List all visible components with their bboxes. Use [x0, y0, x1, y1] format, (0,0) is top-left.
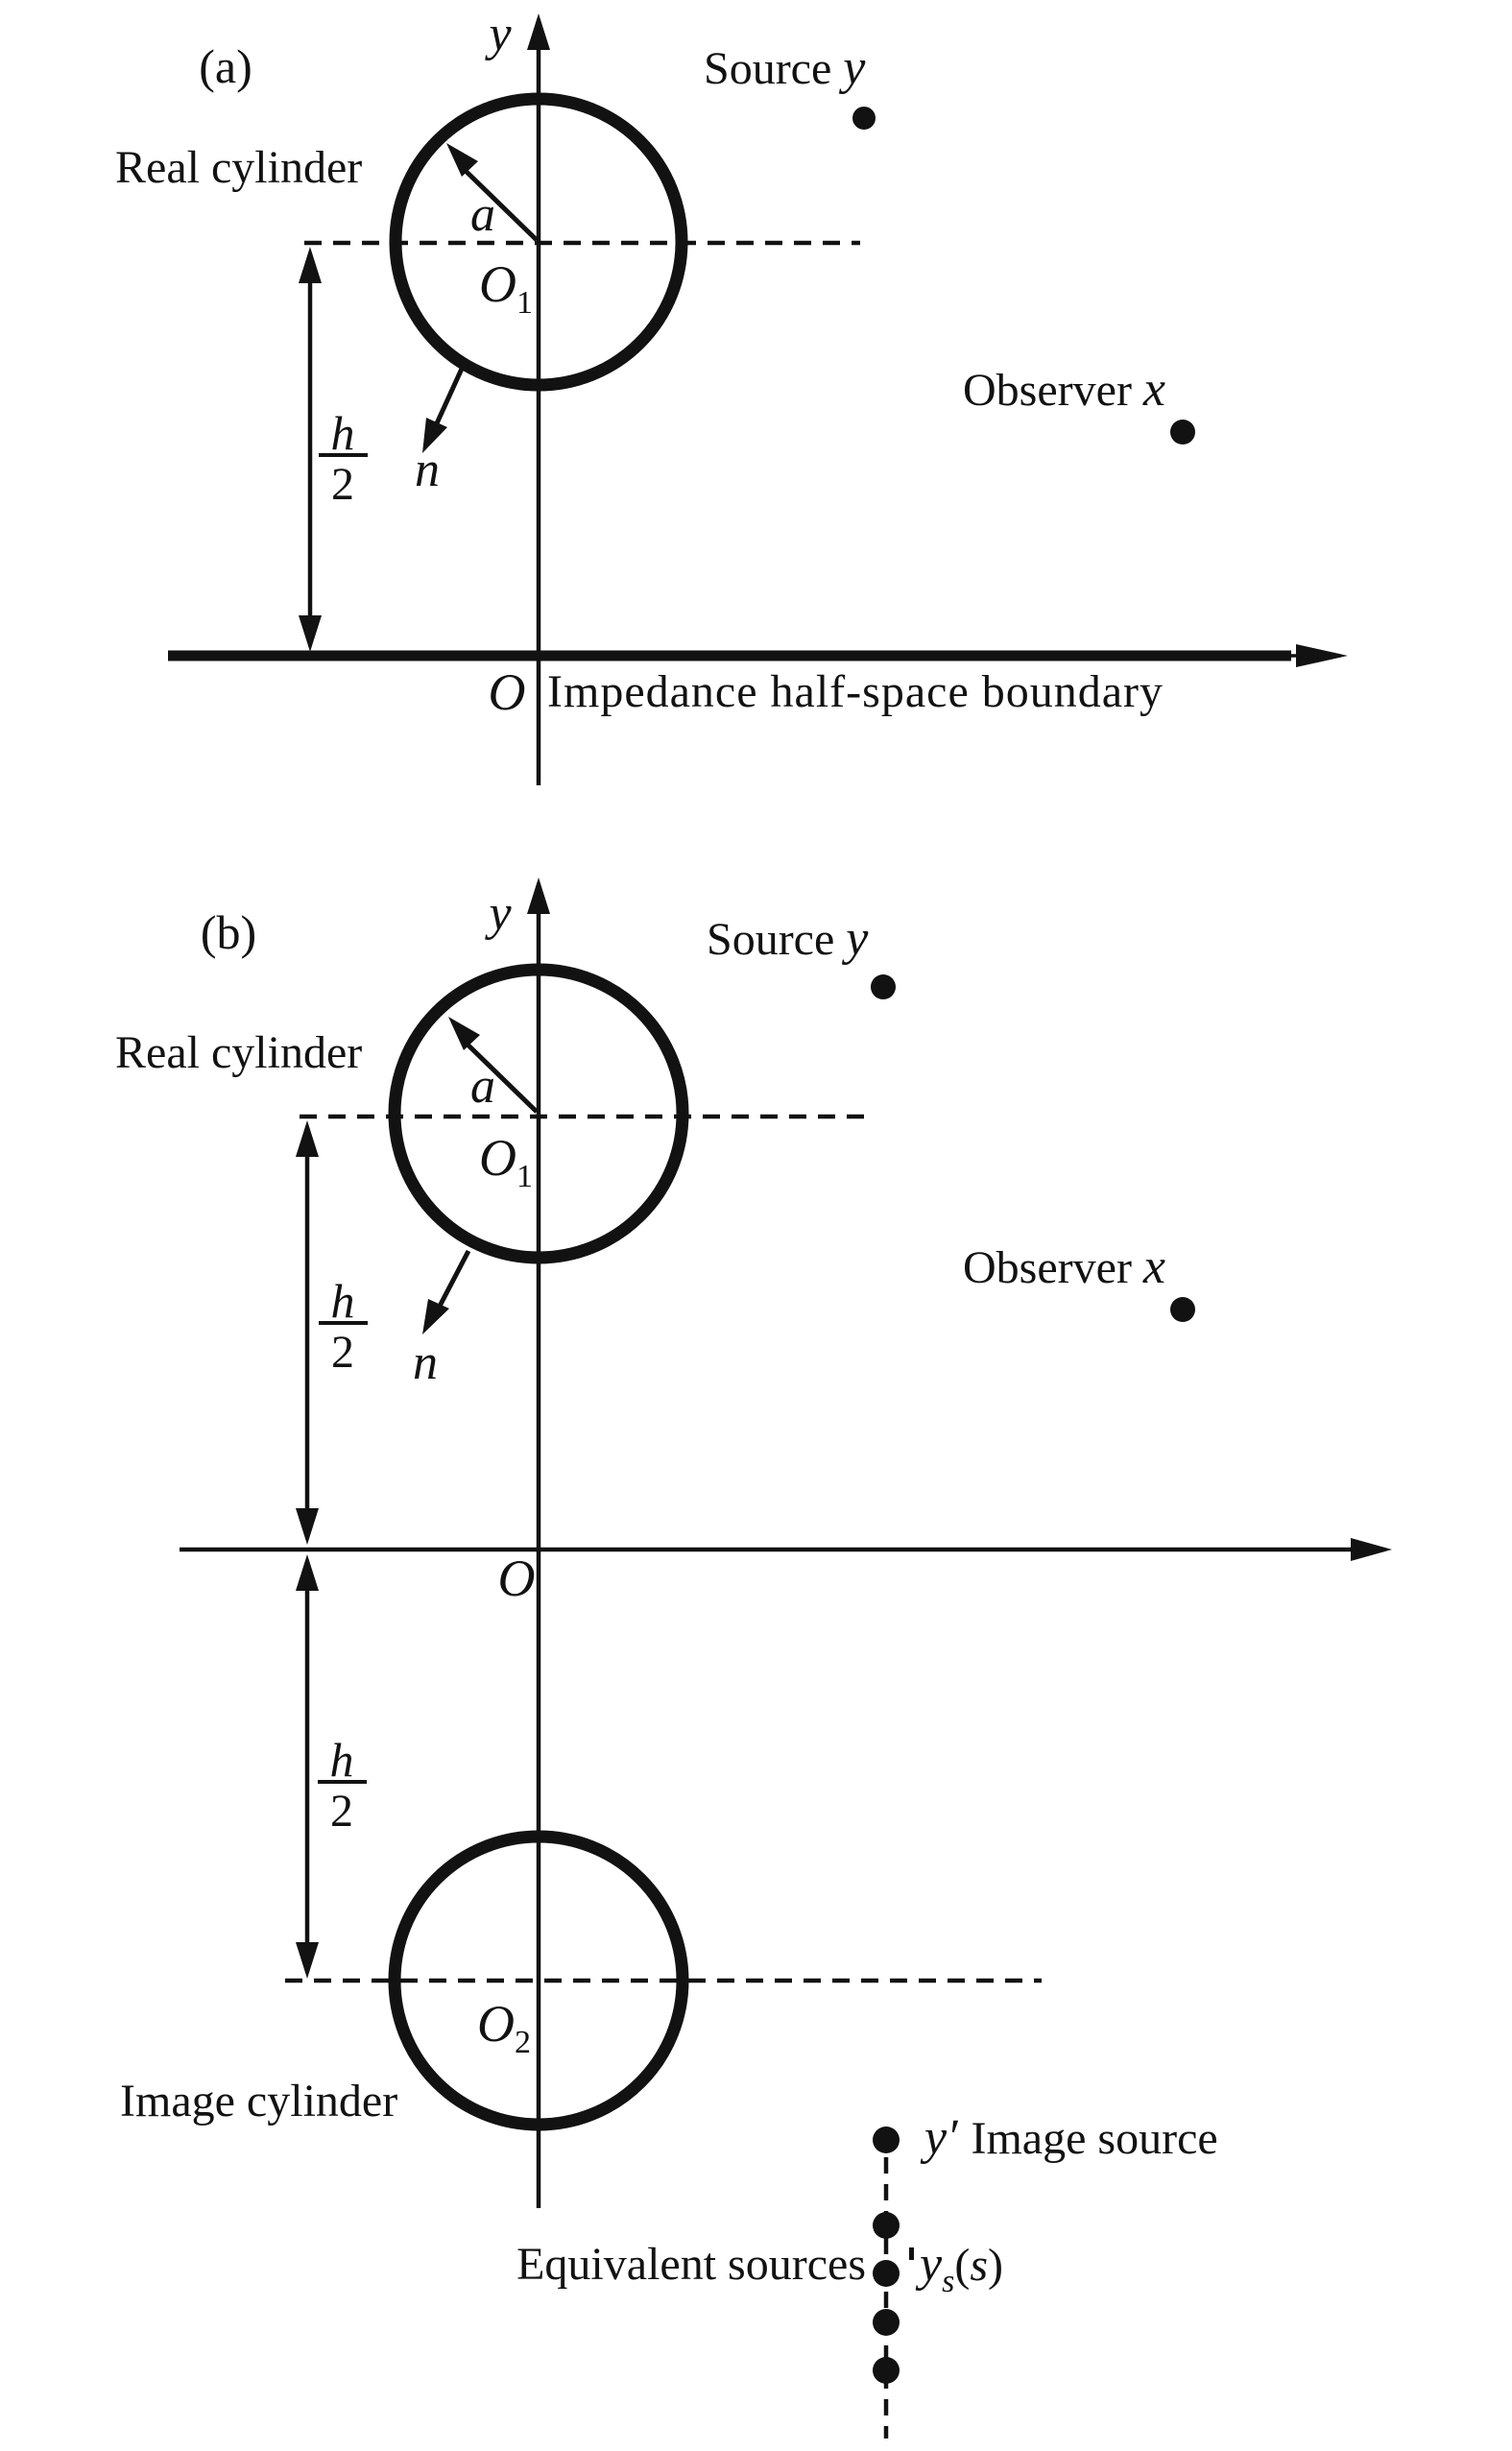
panel-b-radius-label: a	[470, 1059, 495, 1114]
panel-b-image-cylinder-label: Image cylinder	[120, 2076, 398, 2127]
panel-a-center-label: O1	[479, 255, 533, 321]
panel-b-upper-h-numerator: h	[330, 1274, 355, 1328]
panel-a-origin-label: O	[488, 663, 526, 721]
panel-b-observer-point	[1170, 1297, 1195, 1322]
panel-a-source-label: Source y	[704, 40, 866, 95]
panel-b-upper-half-height-label	[319, 1274, 368, 1378]
panel-b-image-source-point	[873, 2127, 900, 2153]
panel-b-source-point	[871, 974, 896, 999]
panel-b	[115, 877, 1392, 2439]
panel-b-x-axis-arrowhead-icon	[1351, 1538, 1392, 1561]
panel-a-boundary-caption: Impedance half-space boundary	[547, 666, 1164, 717]
panel-b-lower-h-denominator: 2	[330, 1786, 353, 1837]
panel-b-image-source-label: y′ Image source	[924, 2110, 1218, 2165]
panel-b-source-label: Source y	[707, 911, 869, 966]
panel-b-equivalent-sources-symbol: ys(s)	[920, 2237, 1003, 2299]
panel-a-source-point	[852, 107, 876, 130]
panel-b-y-axis-arrowhead-icon	[527, 877, 550, 914]
panel-a-radius-label: a	[470, 187, 495, 242]
panel-a-radius-arrowhead-icon	[446, 143, 478, 177]
panel-b-upper-h-denominator: 2	[331, 1327, 354, 1378]
panel-b-equivalent-source-point	[873, 2212, 900, 2239]
panel-b-equivalent-sources-label: Equivalent sources	[516, 2239, 866, 2290]
panel-b-normal-arrowhead-icon	[422, 1299, 449, 1334]
panel-a-y-axis-label: y	[489, 7, 512, 61]
panel-b-tag: (b)	[200, 905, 257, 959]
panel-a-half-height-arrowhead-down-icon	[299, 615, 322, 652]
panel-a-half-height-arrowhead-up-icon	[299, 247, 322, 283]
panel-a-real-cylinder-label: Real cylinder	[115, 142, 363, 193]
panel-b-equivalent-source-point	[873, 2260, 900, 2287]
panel-a-h-numerator: h	[330, 406, 355, 460]
panel-b-lower-half-height-arrowhead-up-icon	[296, 1554, 319, 1591]
panel-b-lower-half-height-arrowhead-down-icon	[296, 1942, 319, 1979]
panel-b-upper-half-height-arrowhead-down-icon	[296, 1508, 319, 1545]
panel-b-real-cylinder-label: Real cylinder	[115, 1027, 363, 1078]
panel-b-lower-h-numerator: h	[329, 1733, 354, 1787]
panel-a-observer-point	[1170, 420, 1195, 445]
panel-b-y-axis-label: y	[489, 886, 512, 941]
panel-b-origin-label: O	[497, 1550, 536, 1607]
panel-b-upper-half-height-arrowhead-up-icon	[296, 1120, 319, 1157]
panel-b-radius-arrowhead-icon	[448, 1017, 480, 1050]
panel-a-observer-label: Observer x	[963, 362, 1166, 417]
panel-b-normal-label: n	[413, 1335, 438, 1390]
panel-a-tag: (a)	[199, 39, 252, 93]
panel-a	[115, 7, 1348, 785]
panel-b-lower-half-height-label	[318, 1733, 367, 1837]
panel-b-equivalent-source-point	[873, 2309, 900, 2336]
stray-dash-mark	[909, 2247, 914, 2260]
panel-a-y-axis-arrowhead-icon	[527, 13, 550, 50]
panel-a-h-denominator: 2	[331, 459, 354, 510]
panel-b-center-label: O1	[479, 1129, 533, 1194]
panel-b-observer-label: Observer x	[963, 1239, 1166, 1294]
panel-b-equivalent-source-point	[873, 2357, 900, 2384]
panel-a-normal-label: n	[415, 443, 440, 497]
panel-b-image-center-label: O2	[477, 1995, 531, 2060]
panel-a-half-height-label	[319, 406, 368, 510]
panel-a-boundary-arrowhead-icon	[1296, 644, 1348, 667]
